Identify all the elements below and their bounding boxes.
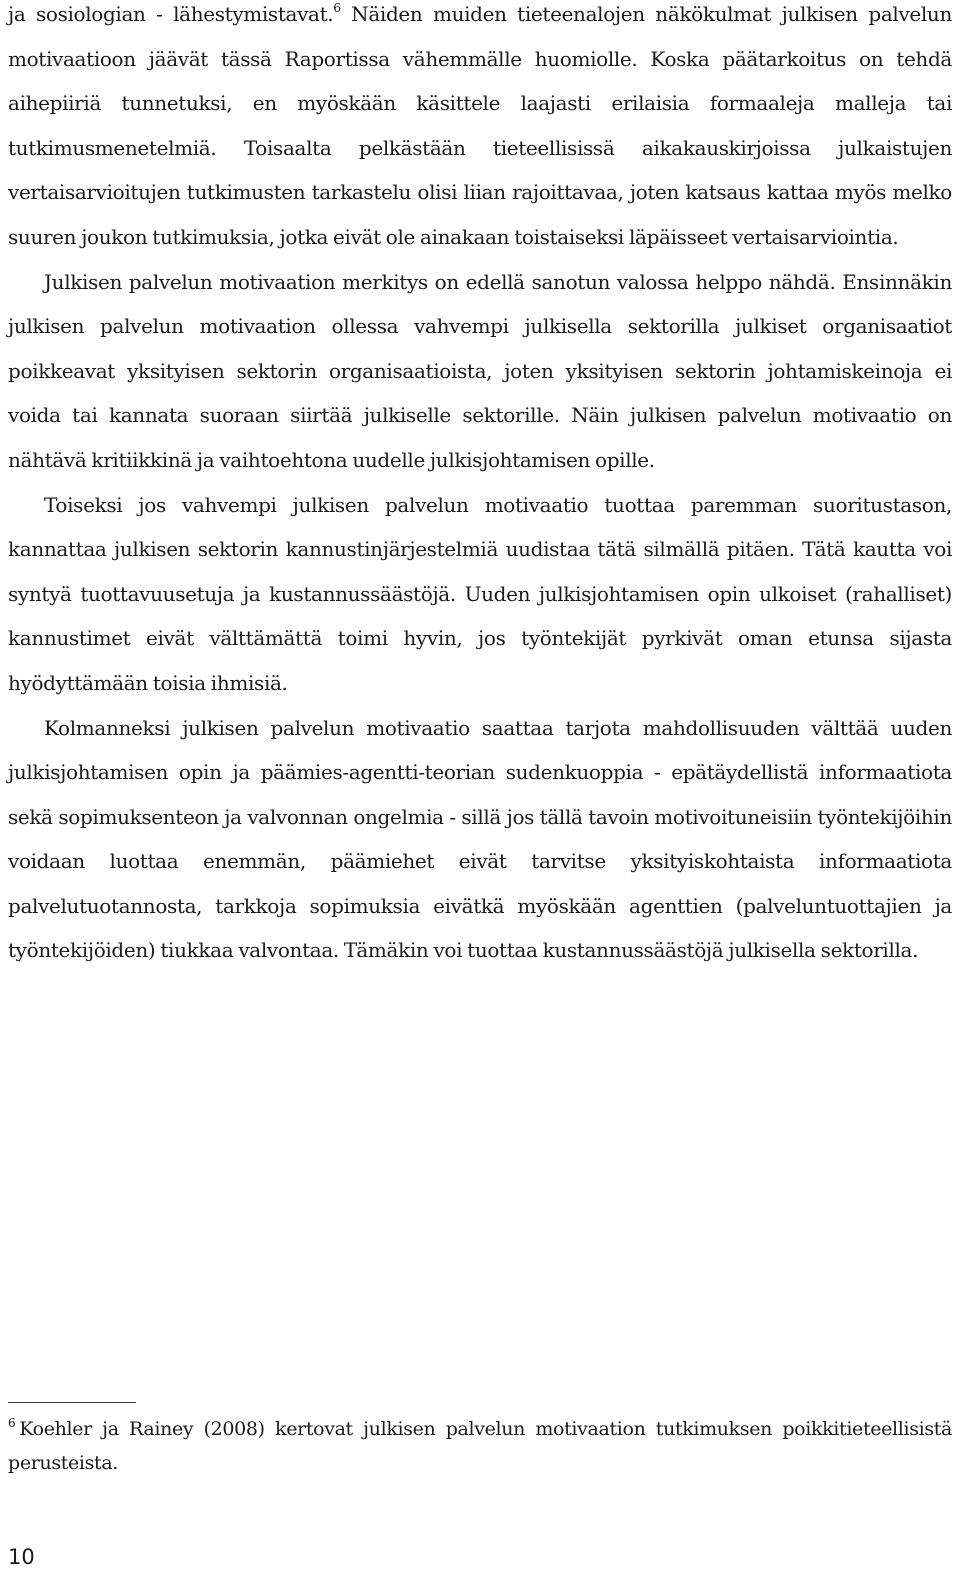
page-number: 10 xyxy=(8,1545,35,1569)
footnotes xyxy=(8,1412,952,1480)
paragraph-1 xyxy=(8,0,952,260)
body-text xyxy=(8,0,952,973)
paragraph-3: Toiseksi jos vahvempi julkisen palvelun motivaatio tuottaa paremman suoritustason, kannattaa julkisen sektorin kannustinjärjestelmiä uudistaa tätä silmällä pitäen. Tätä kautta voi syntyä tuottavuusetuja ja kustannussäästöjä. Uuden julkisjohtamisen opin ulkoiset (rahalliset) kannustimet eivät välttämättä toimi hyvin, jos työntekijät pyrkivät oman etunsa sijasta hyödyttämään toisia ihmisiä. xyxy=(8,492,952,695)
footnote-text: Koehler ja Rainey (2008) kertovat julkisen palvelun motivaation tutkimuksen poikkitieteellisistä perusteista. xyxy=(8,1418,952,1474)
footnote-6 xyxy=(8,1412,952,1480)
footnote-reference[interactable]: 6 xyxy=(333,1,341,15)
footnote-divider xyxy=(8,1402,136,1403)
paragraph-1-text-rest: Näiden muiden tieteenalojen näkökulmat julkisen palvelun motivaatioon jäävät tässä Raportissa vähemmälle huomiolle. Koska päätarkoitus on tehdä aihepiiriä tunnetuksi, en myöskään käsittele laajasti erilaisia formaaleja malleja tai tutkimusmenetelmiä. Toisaalta pelkästään tieteellisissä aikakauskirjoissa julkaistujen vertaisarvioitujen tutkimusten tarkastelu olisi liian rajoittavaa, joten katsaus kattaa myös melko suuren joukon tutkimuksia, jotka eivät ole ainakaan toistaiseksi läpäisseet vertaisarviointia. xyxy=(8,2,952,249)
paragraph-1-text-start: ja sosiologian - lähestymistavat. xyxy=(8,2,334,26)
paragraph-2: Julkisen palvelun motivaation merkitys on edellä sanotun valossa helppo nähdä. Ensinnäkin julkisen palvelun motivaation ollessa vahvempi julkisella sektorilla julkiset organisaatiot poikkeavat yksityisen sektorin organisaatioista, joten yksityisen sektorin johtamiskeinoja ei voida tai kannata suoraan siirtää julkiselle sektorille. Näin julkisen palvelun motivaatio on nähtävä kritiikkinä ja vaihtoehtona uudelle julkisjohtamisen opille. xyxy=(8,269,952,472)
paragraph-4: Kolmanneksi julkisen palvelun motivaatio saattaa tarjota mahdollisuuden välttää uuden julkisjohtamisen opin ja päämies-agentti-teorian sudenkuoppia - epätäydellistä informaatiota sekä sopimuksenteon ja valvonnan ongelmia - sillä jos tällä tavoin motivoituneisiin työntekijöihin voidaan luottaa enemmän, päämiehet eivät tarvitse yksityiskohtaista informaatiota palvelutuotannosta, tarkkoja sopimuksia eivätkä myöskään agenttien (palveluntuottajien ja työntekijöiden) tiukkaa valvontaa. Tämäkin voi tuottaa kustannussäästöjä julkisella sektorilla. xyxy=(8,715,952,963)
footnote-marker: 6 xyxy=(8,1416,16,1430)
